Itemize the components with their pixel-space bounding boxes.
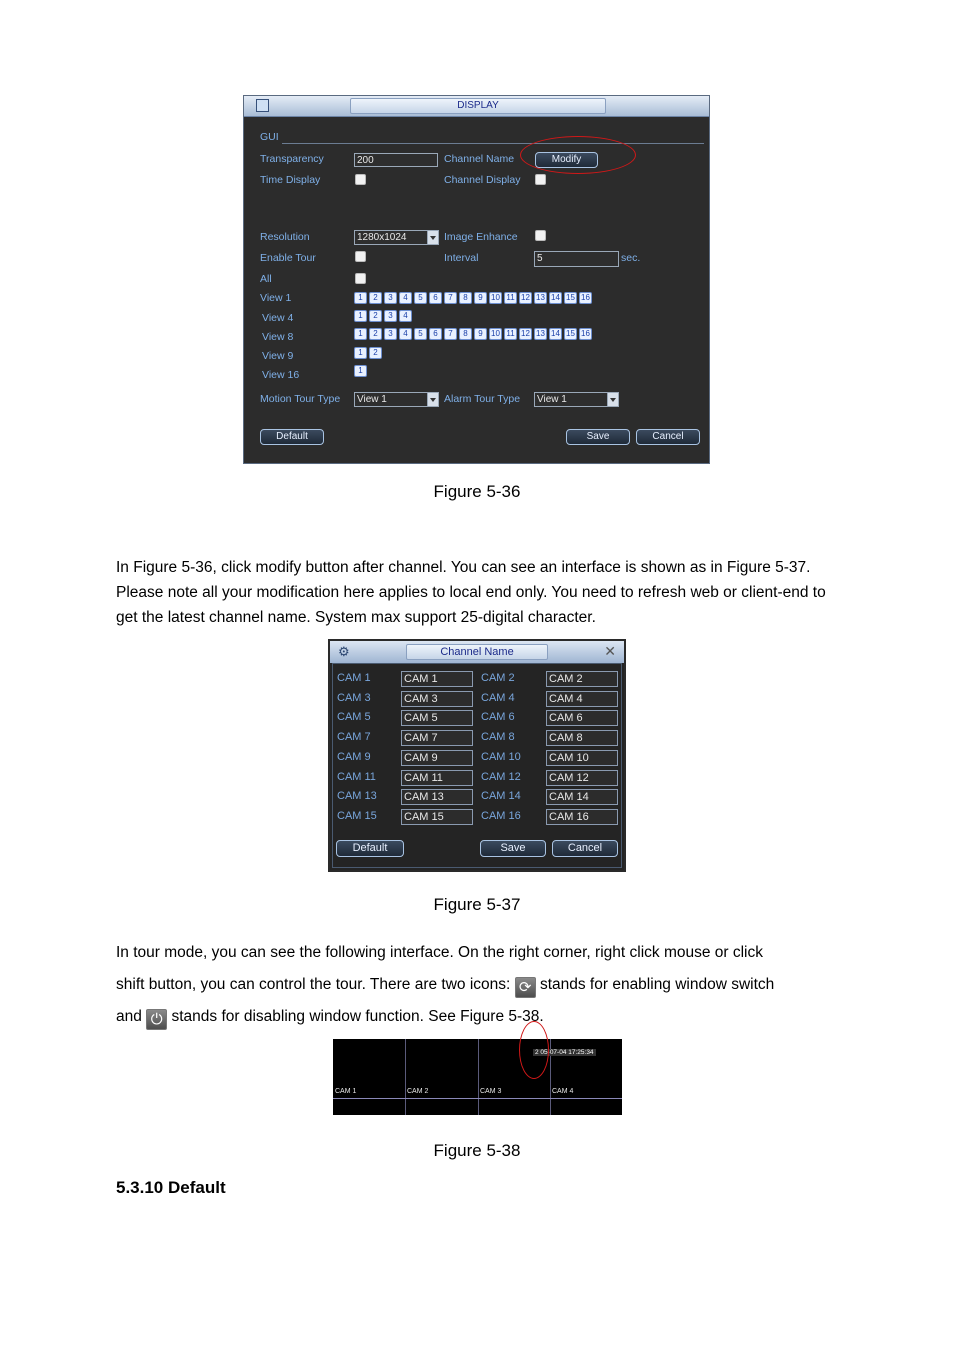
divider <box>405 1039 406 1115</box>
section-divider <box>282 143 704 144</box>
view4-label: View 4 <box>262 312 294 324</box>
channel-display-label: Channel Display <box>444 174 521 186</box>
channel-number-button[interactable]: 8 <box>459 328 472 340</box>
channel-label: CAM 2 <box>481 672 515 684</box>
default-button[interactable]: Default <box>260 429 324 445</box>
channel-label: CAM 12 <box>481 770 521 783</box>
divider <box>333 1098 622 1099</box>
all-checkbox[interactable] <box>355 273 366 284</box>
channel-number-button[interactable]: 3 <box>384 310 397 322</box>
channel-name-label: Channel Name <box>444 153 515 165</box>
figure-5-37-caption: Figure 5-37 <box>433 895 521 914</box>
channel-number-button[interactable]: 13 <box>534 292 547 304</box>
motion-tour-type-label: Motion Tour Type <box>260 393 341 405</box>
channel-label: CAM 7 <box>337 731 371 744</box>
enable-tour-label: Enable Tour <box>260 252 316 264</box>
view16-channel-buttons <box>354 365 367 377</box>
channel-number-button[interactable]: 2 <box>369 310 382 322</box>
channel-number-button[interactable]: 4 <box>399 328 412 340</box>
motion-tour-type-value: View 1 <box>357 394 387 405</box>
channel-label: CAM 6 <box>481 711 515 724</box>
channel-name-input[interactable]: CAM 14 <box>546 789 618 805</box>
channel-number-button[interactable]: 5 <box>414 328 427 340</box>
channel-label: CAM 13 <box>337 790 377 803</box>
channel-label: CAM 3 <box>337 691 371 704</box>
view4-channel-buttons <box>354 310 412 322</box>
channel-number-button[interactable]: 16 <box>579 292 592 304</box>
view16-label: View 16 <box>262 369 300 381</box>
figure-5-36-caption: Figure 5-36 <box>433 482 521 501</box>
channel-number-button[interactable]: 10 <box>489 292 502 304</box>
channel-label: CAM 11 <box>337 770 376 783</box>
channel-label: CAM 1 <box>337 672 371 684</box>
channel-name-input[interactable]: CAM 9 <box>401 750 473 766</box>
interval-unit: sec. <box>621 252 641 264</box>
display-dialog <box>243 95 710 464</box>
channel-label: CAM 16 <box>481 809 521 822</box>
view1-label: View 1 <box>260 292 292 304</box>
close-icon[interactable]: ✕ <box>604 643 616 659</box>
cancel-button[interactable]: Cancel <box>552 840 618 857</box>
default-button[interactable]: Default <box>336 840 404 857</box>
channel-number-button[interactable]: 14 <box>549 292 562 304</box>
channel-number-button[interactable]: 9 <box>474 328 487 340</box>
channel-label: CAM 9 <box>337 750 371 763</box>
tour-enable-icon: ⟳ <box>515 977 536 998</box>
channel-number-button[interactable]: 1 <box>354 310 367 322</box>
image-enhance-label: Image Enhance <box>444 231 518 243</box>
transparency-label: Transparency <box>260 153 324 165</box>
camera-icon: ⚙ <box>338 644 350 659</box>
dialog-titlebar <box>330 641 624 663</box>
channel-number-button[interactable]: 12 <box>519 292 532 304</box>
channel-name-input[interactable]: CAM 13 <box>401 789 473 805</box>
body-paragraph: In Figure 5-36, click modify button after channel. You can see an interface is shown as in Figure 5-37. Please note all your modification here applies to local end only. You need to refresh web or client-end to get the latest channel name. System max support 25-digital character. <box>116 559 826 626</box>
channel-name-dialog <box>328 639 626 872</box>
dialog-title: DISPLAY <box>350 98 606 114</box>
all-label: All <box>260 273 272 285</box>
save-button[interactable]: Save <box>566 429 630 445</box>
dialog-titlebar <box>244 96 709 117</box>
channel-number-button[interactable]: 10 <box>489 328 502 340</box>
tour-mode-screen <box>333 1039 622 1115</box>
resolution-value: 1280x1024 <box>357 232 407 243</box>
channel-name-input[interactable]: CAM 10 <box>546 750 618 766</box>
cancel-button[interactable]: Cancel <box>636 429 700 445</box>
channel-number-button[interactable]: 15 <box>564 328 577 340</box>
channel-display-checkbox[interactable] <box>535 174 546 185</box>
gui-section-label: GUI <box>260 131 279 143</box>
view8-channel-buttons <box>354 328 592 340</box>
channel-name-input[interactable]: CAM 12 <box>546 770 618 786</box>
channel-number-button[interactable]: 1 <box>354 328 367 340</box>
channel-number-button[interactable]: 2 <box>369 292 382 304</box>
resolution-label: Resolution <box>260 231 310 243</box>
divider <box>478 1039 479 1115</box>
highlight-oval <box>519 1021 549 1079</box>
channel-number-button[interactable]: 1 <box>354 365 367 377</box>
window-icon <box>256 99 269 112</box>
channel-name-input[interactable]: CAM 15 <box>401 809 473 825</box>
transparency-input[interactable]: 200 <box>354 153 438 167</box>
interval-label: Interval <box>444 252 479 264</box>
channel-number-button[interactable]: 14 <box>549 328 562 340</box>
view8-label: View 8 <box>262 331 294 343</box>
channel-number-button[interactable]: 5 <box>414 292 427 304</box>
channel-number-button[interactable]: 2 <box>369 347 382 359</box>
cam-label: CAM 4 <box>552 1088 574 1095</box>
channel-number-button[interactable]: 11 <box>504 292 517 304</box>
channel-name-input[interactable]: CAM 1 <box>401 671 473 687</box>
resolution-select[interactable] <box>354 230 439 245</box>
alarm-tour-type-select[interactable] <box>534 392 619 407</box>
paragraph-line: shift button, you can control the tour. There are two icons: <box>116 976 511 993</box>
tour-mode-paragraph <box>116 937 846 1033</box>
modify-button[interactable]: Modify <box>535 152 598 168</box>
channel-label: CAM 10 <box>481 750 521 763</box>
channel-number-button[interactable]: 12 <box>519 328 532 340</box>
chevron-down-icon <box>607 393 618 406</box>
section-heading: 5.3.10 Default <box>116 1178 226 1197</box>
channel-number-button[interactable]: 4 <box>399 292 412 304</box>
channel-number-button[interactable]: 15 <box>564 292 577 304</box>
view9-label: View 9 <box>262 350 294 362</box>
channel-number-button[interactable]: 8 <box>459 292 472 304</box>
dialog-title: Channel Name <box>406 644 548 660</box>
paragraph-line: stands for enabling window switch <box>539 976 775 993</box>
cam-label: CAM 3 <box>480 1088 502 1095</box>
channel-number-button[interactable]: 13 <box>534 328 547 340</box>
alarm-tour-type-label: Alarm Tour Type <box>444 393 521 405</box>
tour-status-osd: 2 05-07-04 17:25:34 <box>535 1049 594 1056</box>
view9-channel-buttons <box>354 347 382 359</box>
channel-name-input[interactable]: CAM 7 <box>401 730 473 746</box>
channel-number-button[interactable]: 7 <box>444 328 457 340</box>
channel-number-button[interactable]: 1 <box>354 347 367 359</box>
channel-number-button[interactable]: 16 <box>579 328 592 340</box>
alarm-tour-type-value: View 1 <box>537 394 567 405</box>
channel-name-input[interactable]: CAM 2 <box>546 671 618 687</box>
channel-number-button[interactable]: 4 <box>399 310 412 322</box>
chevron-down-icon <box>427 231 438 244</box>
channel-name-input[interactable]: CAM 11 <box>401 770 473 786</box>
channel-name-input[interactable]: CAM 4 <box>546 691 618 707</box>
channel-number-button[interactable]: 9 <box>474 292 487 304</box>
channel-number-button[interactable]: 3 <box>384 292 397 304</box>
view1-channel-buttons <box>354 292 592 304</box>
motion-tour-type-select[interactable] <box>354 392 439 407</box>
chevron-down-icon <box>427 393 438 406</box>
channel-name-input[interactable]: CAM 3 <box>401 691 473 707</box>
image-enhance-checkbox[interactable] <box>535 230 546 241</box>
paragraph-line: and <box>116 1008 142 1025</box>
save-button[interactable]: Save <box>480 840 546 857</box>
channel-name-input[interactable]: CAM 8 <box>546 730 618 746</box>
enable-tour-checkbox[interactable] <box>355 251 366 262</box>
cam-label: CAM 2 <box>407 1088 429 1095</box>
channel-number-button[interactable]: 1 <box>354 292 367 304</box>
channel-label: CAM 8 <box>481 731 515 744</box>
channel-number-button[interactable]: 2 <box>369 328 382 340</box>
channel-name-input[interactable]: CAM 6 <box>546 710 618 726</box>
channel-number-button[interactable]: 6 <box>429 328 442 340</box>
channel-label: CAM 5 <box>337 711 371 724</box>
channel-name-input[interactable]: CAM 16 <box>546 809 618 825</box>
channel-label: CAM 15 <box>337 809 377 822</box>
channel-label: CAM 4 <box>481 691 515 704</box>
interval-input[interactable]: 5 <box>534 251 619 267</box>
highlight-oval <box>520 136 636 174</box>
tour-disable-icon: ⏻ <box>146 1009 167 1030</box>
channel-number-button[interactable]: 6 <box>429 292 442 304</box>
channel-label: CAM 14 <box>481 790 521 803</box>
channel-number-button[interactable]: 7 <box>444 292 457 304</box>
channel-number-button[interactable]: 3 <box>384 328 397 340</box>
channel-number-button[interactable]: 11 <box>504 328 517 340</box>
figure-5-38-caption: Figure 5-38 <box>433 1141 521 1160</box>
paragraph-line: In tour mode, you can see the following interface. On the right corner, right click mouse or click <box>116 944 764 961</box>
time-display-checkbox[interactable] <box>355 174 366 185</box>
cam-label: CAM 1 <box>335 1088 357 1095</box>
time-display-label: Time Display <box>260 174 321 186</box>
channel-name-input[interactable]: CAM 5 <box>401 710 473 726</box>
paragraph-line: stands for disabling window function. See Figure 5-38. <box>171 1008 544 1025</box>
